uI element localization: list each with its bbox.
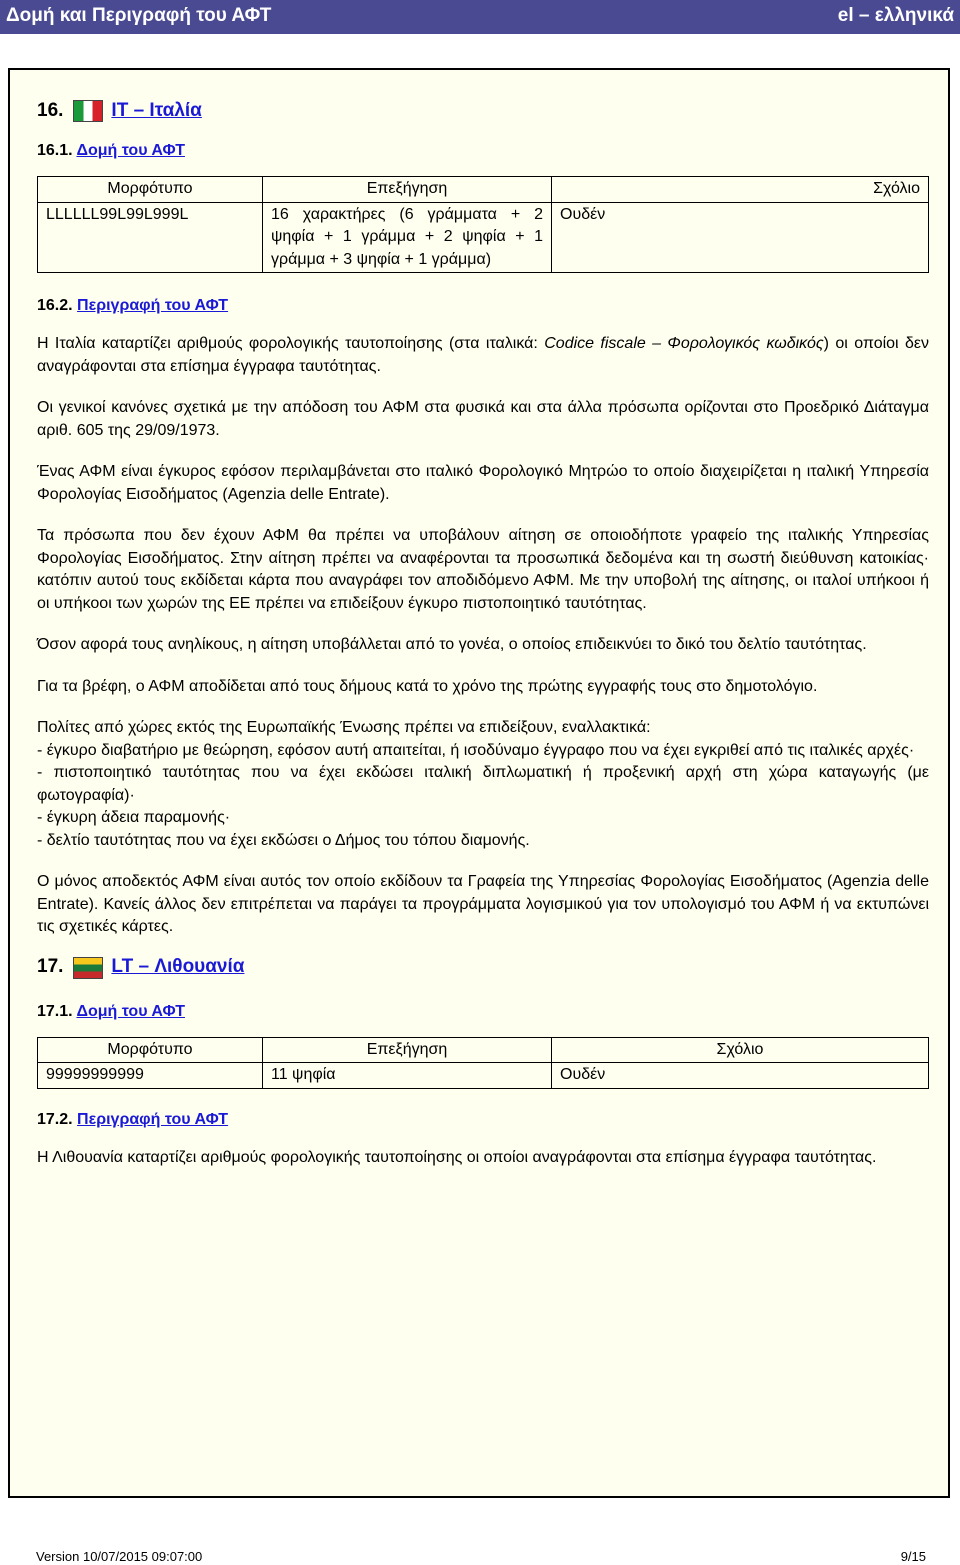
paragraph: Οι γενικοί κανόνες σχετικά με την απόδοση του ΑΦΜ στα φυσικά και στα άλλα πρόσωπα ορίζονται στο Προεδρικό Διάταγμα αριθ. 605 της 29/09/1973.: [37, 399, 929, 439]
section-heading-it: [37, 96, 929, 126]
section-heading-lt: [37, 953, 929, 983]
lithuania-flag-icon: [73, 957, 103, 979]
table-cell: Ουδέν: [552, 1063, 929, 1089]
italy-flag-icon: [73, 100, 103, 122]
top-header-bar: [0, 0, 960, 34]
format-table-lt: [37, 1037, 929, 1089]
footer-page-number: 9/15: [900, 1549, 926, 1564]
table-cell: LLLLLL99L99L999L: [38, 202, 263, 273]
description-link[interactable]: Περιγραφή του ΑΦΤ: [77, 297, 229, 314]
description-link[interactable]: Περιγραφή του ΑΦΤ: [77, 1110, 229, 1128]
language-label: el – ελληνικά: [837, 5, 954, 26]
paragraph: Ένας ΑΦΜ είναι έγκυρος εφόσον περιλαμβάνεται στο ιταλικό Φορολογικό Μητρώο το οποίο διαχειρίζεται η ιταλική Υπηρεσία Φορολογίας Εισοδήματος (Agenzia delle Entrate).: [37, 463, 929, 503]
table-header: Μορφότυπο: [38, 177, 263, 203]
footer-version: Version 10/07/2015 09:07:00: [36, 1549, 203, 1564]
section-title-link[interactable]: LT – Λιθουανία: [111, 956, 245, 978]
content-body: [37, 96, 929, 1169]
structure-link[interactable]: Δομή του ΑΦΤ: [76, 1002, 185, 1020]
list-item: - έγκυρη άδεια παραμονής·: [37, 809, 231, 826]
paragraph-list: Πολίτες από χώρες εκτός της Ευρωπαϊκής Ένωσης πρέπει να επιδείξουν, εναλλακτικά: - έγκυρο διαβατήριο με θεώρηση, εφόσον αυτή απαιτείται, ή ισοδύναμο έγγραφο που να έχει εγκριθεί από τις ιταλικές αρχές· - πιστοποιητικό ταυτότητας που να έχει εκδώσει ιταλική διπλωματική ή προξενική αρχή στη χώρα καταγωγής (με φωτογραφία)· - έγκυρη άδεια παραμονής· - δελτίο ταυτότητας που να έχει εκδώσει ο Δήμος του τόπου διαμονής.: [37, 717, 929, 852]
list-item: - έγκυρο διαβατήριο με θεώρηση, εφόσον αυτή απαιτείται, ή ισοδύναμο έγγραφο που να έχει εγκριθεί από τις ιταλικές αρχές·: [37, 741, 915, 759]
section-number: 16.: [37, 99, 64, 121]
format-table-it: [37, 176, 929, 273]
list-item: - πιστοποιητικό ταυτότητας που να έχει εκδώσει ιταλική διπλωματική ή προξενική αρχή στη χώρα καταγωγής (με φωτογραφία)·: [37, 764, 929, 804]
table-header: Μορφότυπο: [38, 1037, 263, 1063]
subheading-it-structure: 16.1. Δομή του ΑΦΤ: [37, 142, 185, 159]
table-cell: Ουδέν: [552, 202, 929, 273]
subheading-it-description: 16.2. Περιγραφή του ΑΦΤ: [37, 297, 229, 314]
paragraph: Για τα βρέφη, ο ΑΦΜ αποδίδεται από τους δήμους κατά το χρόνο της πρώτης εγγραφής τους στο δημοτολόγιο.: [37, 677, 818, 695]
table-cell: 11 ψηφία: [263, 1063, 552, 1089]
table-row: [38, 1063, 929, 1089]
table-header: Σχόλιο: [552, 177, 929, 203]
paragraph: Όσον αφορά τους ανηλίκους, η αίτηση υποβάλλεται από το γονέα, ο οποίος επιδεικνύει το δικό του δελτίο ταυτότητας.: [37, 636, 867, 653]
paragraph: Τα πρόσωπα που δεν έχουν ΑΦΜ θα πρέπει να υποβάλουν αίτηση σε οποιοδήποτε γραφείο της ιταλικής Υπηρεσίας Φορολογίας Εισοδήματος. Στην αίτηση πρέπει να αναφέρονται τα προσωπικά δεδομένα και τη σωστή διεύθυνση κατοικίας· κατόπιν αυτού τους εκδίδεται κάρτα που αναγράφει τον αποδιδόμενο ΑΦΜ. Με την υποβολή της αίτησης, οι ιταλοί υπήκοοι ή οι υπήκοοι των χωρών της ΕΕ πρέπει να επιδείξουν έγκυρο πιστοποιητικό ταυτότητας.: [37, 527, 929, 612]
subheading-lt-description: 17.2. Περιγραφή του ΑΦΤ: [37, 1110, 229, 1128]
paragraph: Ο μόνος αποδεκτός ΑΦΜ είναι αυτός τον οποίο εκδίδουν τα Γραφεία της Υπηρεσίας Φορολογίας Εισοδήματος (Agenzia delle Entrate). Κανείς άλλος δεν επιτρέπεται να παράγει τα προγράμματα λογισμικού για τον υπολογισμό του ΑΦΜ ή να εκτυπώνει τις σχετικές κάρτες.: [37, 873, 929, 935]
subheading-lt-structure: 17.1. Δομή του ΑΦΤ: [37, 1002, 185, 1020]
paragraph: Η Λιθουανία καταρτίζει αριθμούς φορολογικής ταυτοποίησης οι οποίοι αναγράφονται στα επίσημα έγγραφα ταυτότητας.: [37, 1148, 877, 1166]
list-item: - δελτίο ταυτότητας που να έχει εκδώσει ο Δήμος του τόπου διαμονής.: [37, 831, 530, 849]
table-header: Επεξήγηση: [263, 1037, 552, 1063]
document-title: Δομή και Περιγραφή του ΑΦΤ: [6, 5, 272, 26]
section-title-link[interactable]: IT – Ιταλία: [111, 99, 202, 121]
table-header: Σχόλιο: [552, 1037, 929, 1063]
content-frame: [8, 68, 950, 1498]
structure-link[interactable]: Δομή του ΑΦΤ: [76, 142, 185, 159]
table-cell: 99999999999: [38, 1063, 263, 1089]
paragraph: Η Ιταλία καταρτίζει αριθμούς φορολογικής ταυτοποίησης (στα ιταλικά: Codice fiscale – Φορολογικός κωδικός) οι οποίοι δεν αναγράφονται στα επίσημα έγγραφα ταυτότητας.: [37, 335, 930, 375]
table-row: [38, 202, 929, 273]
table-header: Επεξήγηση: [263, 177, 552, 203]
table-cell: 16 χαρακτήρες (6 γράμματα + 2 ψηφία + 1 γράμμα + 2 ψηφία + 1 γράμμα + 3 ψηφία + 1 γράμμα): [263, 202, 552, 273]
section-number: 17.: [37, 956, 64, 978]
